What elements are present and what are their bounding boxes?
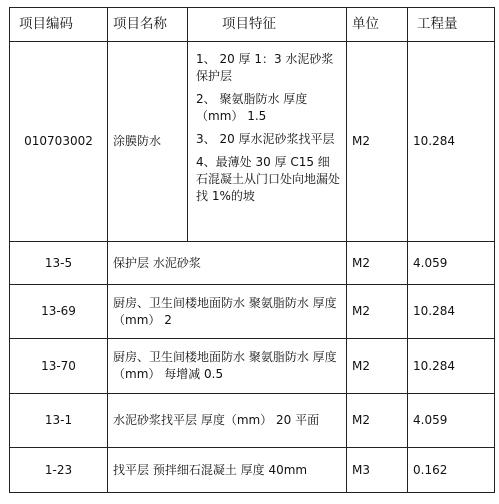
item-code: 13-1 [10, 394, 108, 448]
table-row [10, 448, 495, 493]
item-code: 010703002 [10, 42, 108, 242]
header-features: 项目特征 [188, 8, 347, 42]
item-quantity: 0.162 [408, 448, 495, 493]
item-code: 13-5 [10, 242, 108, 285]
feature-line: 3、 20 厚水泥砂浆找平层 [196, 132, 335, 146]
header-quantity: 工程量 [408, 8, 495, 42]
item-quantity: 4.059 [408, 394, 495, 448]
item-quantity: 10.284 [408, 339, 495, 394]
item-features [188, 42, 347, 242]
item-code: 13-69 [10, 285, 108, 339]
feature-line: 1、 20 厚 1：3 水泥砂浆保护层 [196, 52, 334, 83]
item-description: 保护层 水泥砂浆 [108, 242, 347, 285]
quantity-table [9, 7, 495, 493]
item-quantity: 10.284 [408, 42, 495, 242]
item-unit: M2 [347, 285, 408, 339]
table-row [10, 394, 495, 448]
item-code: 13-70 [10, 339, 108, 394]
table-row [10, 42, 495, 242]
feature-line: 2、 聚氨脂防水 厚度（mm） 1.5 [196, 92, 308, 123]
item-description: 厨房、卫生间楼地面防水 聚氨脂防水 厚度（mm） 每增减 0.5 [108, 339, 347, 394]
item-unit: M2 [347, 394, 408, 448]
item-unit: M3 [347, 448, 408, 493]
feature-line: 4、最薄处 30 厚 C15 细石混凝土从门口处向地漏处找 1%的坡 [196, 155, 341, 203]
item-unit: M2 [347, 339, 408, 394]
item-description: 厨房、卫生间楼地面防水 聚氨脂防水 厚度（mm） 2 [108, 285, 347, 339]
item-quantity: 4.059 [408, 242, 495, 285]
header-name: 项目名称 [108, 8, 188, 42]
item-quantity: 10.284 [408, 285, 495, 339]
item-code: 1-23 [10, 448, 108, 493]
header-code: 项目编码 [10, 8, 108, 42]
item-name: 涂膜防水 [108, 42, 188, 242]
item-description: 找平层 预拌细石混凝土 厚度 40mm [108, 448, 347, 493]
item-description: 水泥砂浆找平层 厚度（mm） 20 平面 [108, 394, 347, 448]
item-unit: M2 [347, 42, 408, 242]
table-row [10, 285, 495, 339]
table-row [10, 339, 495, 394]
header-row [10, 8, 495, 42]
item-unit: M2 [347, 242, 408, 285]
table-row [10, 242, 495, 285]
header-unit: 单位 [347, 8, 408, 42]
